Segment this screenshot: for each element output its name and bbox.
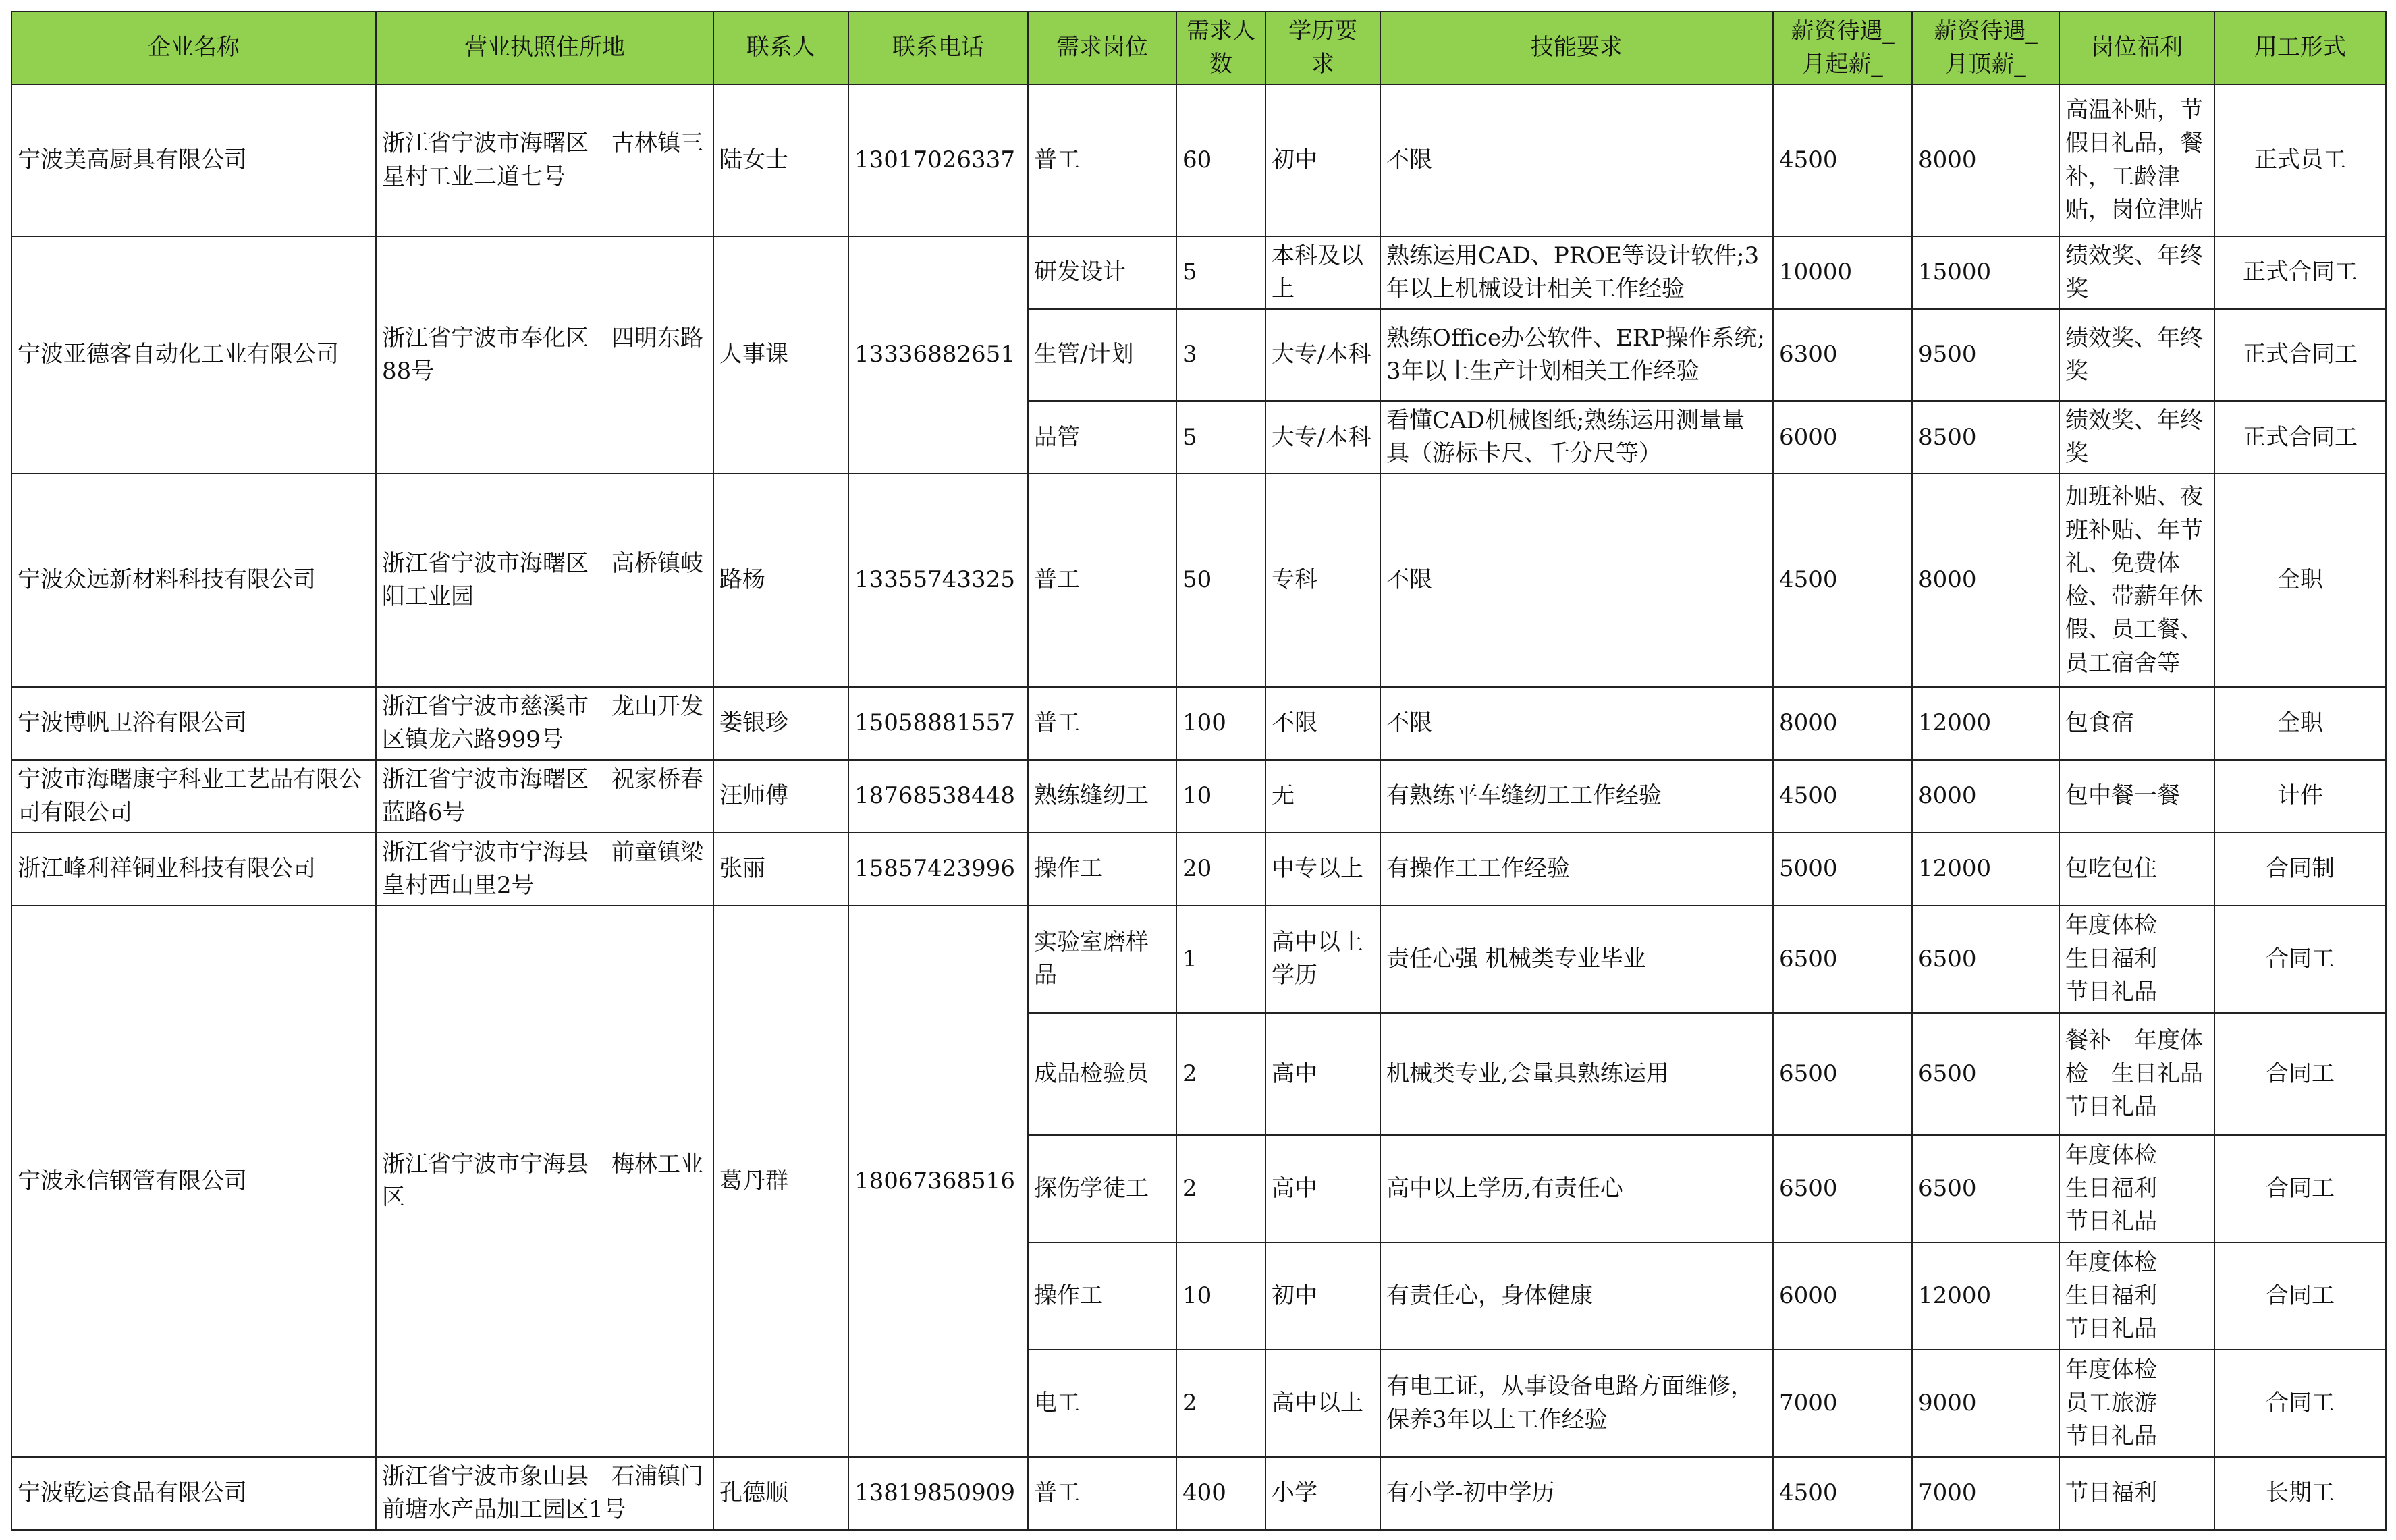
phone-cell: 18768538448 xyxy=(848,760,1028,833)
header-row xyxy=(11,11,2386,84)
salary-min-cell: 7000 xyxy=(1773,1350,1912,1457)
company-name-cell: 宁波市海曙康宇科业工艺品有限公司有限公司 xyxy=(11,760,376,833)
position-cell: 生管/计划 xyxy=(1028,309,1176,401)
position-cell: 电工 xyxy=(1028,1350,1176,1457)
salary-min-cell: 6500 xyxy=(1773,1135,1912,1242)
employment-type-cell: 计件 xyxy=(2214,760,2386,833)
education-cell: 初中 xyxy=(1265,84,1380,236)
col-company-header: 企业名称 xyxy=(11,11,376,84)
contact-cell: 张丽 xyxy=(713,833,848,906)
employment-type-cell: 合同制 xyxy=(2214,833,2386,906)
count-cell: 400 xyxy=(1176,1457,1265,1530)
contact-cell: 人事课 xyxy=(713,236,848,474)
skills-cell: 有责任心，身体健康 xyxy=(1380,1242,1773,1350)
address-cell: 浙江省宁波市慈溪市 龙山开发区镇龙六路999号 xyxy=(376,687,713,760)
skills-cell: 不限 xyxy=(1380,84,1773,236)
position-cell: 实验室磨样品 xyxy=(1028,906,1176,1013)
address-cell: 浙江省宁波市象山县 石浦镇门前塘水产品加工园区1号 xyxy=(376,1457,713,1530)
skills-cell: 有小学-初中学历 xyxy=(1380,1457,1773,1530)
contact-cell: 陆女士 xyxy=(713,84,848,236)
table-row xyxy=(11,1457,2386,1530)
contact-cell: 汪师傅 xyxy=(713,760,848,833)
salary-min-cell: 6000 xyxy=(1773,401,1912,474)
education-cell: 专科 xyxy=(1265,474,1380,687)
benefits-cell: 绩效奖、年终奖 xyxy=(2059,401,2214,474)
position-cell: 操作工 xyxy=(1028,833,1176,906)
benefits-cell: 高温补贴，节假日礼品，餐补，工龄津贴，岗位津贴 xyxy=(2059,84,2214,236)
skills-cell: 有熟练平车缝纫工工作经验 xyxy=(1380,760,1773,833)
education-cell: 小学 xyxy=(1265,1457,1380,1530)
address-cell: 浙江省宁波市宁海县 前童镇梁皇村西山里2号 xyxy=(376,833,713,906)
salary-min-cell: 8000 xyxy=(1773,687,1912,760)
address-cell: 浙江省宁波市奉化区 四明东路88号 xyxy=(376,236,713,474)
skills-cell: 看懂CAD机械图纸;熟练运用测量量具（游标卡尺、千分尺等） xyxy=(1380,401,1773,474)
salary-max-cell: 8500 xyxy=(1912,401,2059,474)
phone-cell: 15857423996 xyxy=(848,833,1028,906)
salary-min-cell: 4500 xyxy=(1773,474,1912,687)
education-cell: 大专/本科 xyxy=(1265,309,1380,401)
count-cell: 50 xyxy=(1176,474,1265,687)
benefits-cell: 包食宿 xyxy=(2059,687,2214,760)
employment-type-cell: 全职 xyxy=(2214,474,2386,687)
position-cell: 普工 xyxy=(1028,687,1176,760)
position-cell: 普工 xyxy=(1028,474,1176,687)
salary-max-cell: 6500 xyxy=(1912,1013,2059,1136)
benefits-cell: 年度体检 生日福利 节日礼品 xyxy=(2059,1135,2214,1242)
benefits-cell: 绩效奖、年终奖 xyxy=(2059,236,2214,309)
count-cell: 10 xyxy=(1176,1242,1265,1350)
salary-max-cell: 6500 xyxy=(1912,1135,2059,1242)
contact-cell: 孔德顺 xyxy=(713,1457,848,1530)
employment-type-cell: 合同工 xyxy=(2214,1013,2386,1136)
salary-max-cell: 7000 xyxy=(1912,1457,2059,1530)
position-cell: 成品检验员 xyxy=(1028,1013,1176,1136)
col-salary-min-header: 薪资待遇_ 月起薪_ xyxy=(1773,11,1912,84)
employment-type-cell: 合同工 xyxy=(2214,906,2386,1013)
employment-type-cell: 正式合同工 xyxy=(2214,236,2386,309)
employment-type-cell: 合同工 xyxy=(2214,1135,2386,1242)
position-cell: 操作工 xyxy=(1028,1242,1176,1350)
skills-cell: 熟练运用CAD、PROE等设计软件;3年以上机械设计相关工作经验 xyxy=(1380,236,1773,309)
col-education-header: 学历要 求 xyxy=(1265,11,1380,84)
salary-max-cell: 8000 xyxy=(1912,760,2059,833)
employment-type-cell: 长期工 xyxy=(2214,1457,2386,1530)
salary-min-cell: 4500 xyxy=(1773,84,1912,236)
salary-min-cell: 10000 xyxy=(1773,236,1912,309)
benefits-cell: 节日福利 xyxy=(2059,1457,2214,1530)
company-name-cell: 宁波美高厨具有限公司 xyxy=(11,84,376,236)
count-cell: 2 xyxy=(1176,1135,1265,1242)
count-cell: 20 xyxy=(1176,833,1265,906)
count-cell: 5 xyxy=(1176,236,1265,309)
education-cell: 本科及以上 xyxy=(1265,236,1380,309)
benefits-cell: 包中餐一餐 xyxy=(2059,760,2214,833)
salary-max-cell: 12000 xyxy=(1912,1242,2059,1350)
count-cell: 100 xyxy=(1176,687,1265,760)
col-contact-header: 联系人 xyxy=(713,11,848,84)
company-name-cell: 宁波众远新材料科技有限公司 xyxy=(11,474,376,687)
employment-type-cell: 正式员工 xyxy=(2214,84,2386,236)
salary-max-cell: 6500 xyxy=(1912,906,2059,1013)
col-address-header: 营业执照住所地 xyxy=(376,11,713,84)
benefits-cell: 包吃包住 xyxy=(2059,833,2214,906)
employment-type-cell: 正式合同工 xyxy=(2214,401,2386,474)
address-cell: 浙江省宁波市宁海县 梅林工业区 xyxy=(376,906,713,1457)
contact-cell: 娄银珍 xyxy=(713,687,848,760)
table-row xyxy=(11,474,2386,687)
col-employment-header: 用工形式 xyxy=(2214,11,2386,84)
salary-min-cell: 6300 xyxy=(1773,309,1912,401)
phone-cell: 13017026337 xyxy=(848,84,1028,236)
education-cell: 高中以上学历 xyxy=(1265,906,1380,1013)
address-cell: 浙江省宁波市海曙区 高桥镇岐阳工业园 xyxy=(376,474,713,687)
salary-min-cell: 6500 xyxy=(1773,1013,1912,1136)
salary-max-cell: 15000 xyxy=(1912,236,2059,309)
skills-cell: 不限 xyxy=(1380,474,1773,687)
salary-max-cell: 12000 xyxy=(1912,833,2059,906)
skills-cell: 高中以上学历,有责任心 xyxy=(1380,1135,1773,1242)
education-cell: 不限 xyxy=(1265,687,1380,760)
address-cell: 浙江省宁波市海曙区 古林镇三星村工业二道七号 xyxy=(376,84,713,236)
count-cell: 2 xyxy=(1176,1013,1265,1136)
job-listings-table xyxy=(11,11,2387,1531)
table-row xyxy=(11,84,2386,236)
salary-max-cell: 8000 xyxy=(1912,84,2059,236)
education-cell: 中专以上 xyxy=(1265,833,1380,906)
skills-cell: 不限 xyxy=(1380,687,1773,760)
company-name-cell: 宁波永信钢管有限公司 xyxy=(11,906,376,1457)
position-cell: 品管 xyxy=(1028,401,1176,474)
phone-cell: 13336882651 xyxy=(848,236,1028,474)
benefits-cell: 餐补 年度体检 生日礼品 节日礼品 xyxy=(2059,1013,2214,1136)
salary-max-cell: 9000 xyxy=(1912,1350,2059,1457)
count-cell: 2 xyxy=(1176,1350,1265,1457)
education-cell: 高中 xyxy=(1265,1135,1380,1242)
employment-type-cell: 全职 xyxy=(2214,687,2386,760)
company-name-cell: 宁波乾运食品有限公司 xyxy=(11,1457,376,1530)
company-name-cell: 浙江峰利祥铜业科技有限公司 xyxy=(11,833,376,906)
phone-cell: 13355743325 xyxy=(848,474,1028,687)
position-cell: 普工 xyxy=(1028,1457,1176,1530)
address-cell: 浙江省宁波市海曙区 祝家桥春蓝路6号 xyxy=(376,760,713,833)
salary-min-cell: 4500 xyxy=(1773,1457,1912,1530)
col-count-header: 需求人 数 xyxy=(1176,11,1265,84)
contact-cell: 葛丹群 xyxy=(713,906,848,1457)
benefits-cell: 年度体检 员工旅游 节日礼品 xyxy=(2059,1350,2214,1457)
salary-min-cell: 5000 xyxy=(1773,833,1912,906)
salary-max-cell: 8000 xyxy=(1912,474,2059,687)
table-row xyxy=(11,687,2386,760)
salary-max-cell: 12000 xyxy=(1912,687,2059,760)
count-cell: 1 xyxy=(1176,906,1265,1013)
skills-cell: 有电工证，从事设备电路方面维修，保养3年以上工作经验 xyxy=(1380,1350,1773,1457)
position-cell: 研发设计 xyxy=(1028,236,1176,309)
table-body xyxy=(11,84,2386,1530)
phone-cell: 13819850909 xyxy=(848,1457,1028,1530)
col-benefits-header: 岗位福利 xyxy=(2059,11,2214,84)
col-phone-header: 联系电话 xyxy=(848,11,1028,84)
col-position-header: 需求岗位 xyxy=(1028,11,1176,84)
salary-max-cell: 9500 xyxy=(1912,309,2059,401)
salary-min-cell: 4500 xyxy=(1773,760,1912,833)
benefits-cell: 年度体检 生日福利 节日礼品 xyxy=(2059,1242,2214,1350)
employment-type-cell: 正式合同工 xyxy=(2214,309,2386,401)
education-cell: 高中以上 xyxy=(1265,1350,1380,1457)
skills-cell: 机械类专业,会量具熟练运用 xyxy=(1380,1013,1773,1136)
education-cell: 大专/本科 xyxy=(1265,401,1380,474)
benefits-cell: 加班补贴、夜班补贴、年节礼、免费体检、带薪年休假、员工餐、员工宿舍等 xyxy=(2059,474,2214,687)
education-cell: 初中 xyxy=(1265,1242,1380,1350)
col-salary-max-header: 薪资待遇_ 月顶薪_ xyxy=(1912,11,2059,84)
salary-min-cell: 6000 xyxy=(1773,1242,1912,1350)
table-row xyxy=(11,906,2386,1013)
skills-cell: 责任心强 机械类专业毕业 xyxy=(1380,906,1773,1013)
phone-cell: 15058881557 xyxy=(848,687,1028,760)
table-row xyxy=(11,833,2386,906)
education-cell: 高中 xyxy=(1265,1013,1380,1136)
position-cell: 普工 xyxy=(1028,84,1176,236)
education-cell: 无 xyxy=(1265,760,1380,833)
count-cell: 3 xyxy=(1176,309,1265,401)
employment-type-cell: 合同工 xyxy=(2214,1350,2386,1457)
company-name-cell: 宁波博帆卫浴有限公司 xyxy=(11,687,376,760)
contact-cell: 路杨 xyxy=(713,474,848,687)
table-row xyxy=(11,236,2386,309)
company-name-cell: 宁波亚德客自动化工业有限公司 xyxy=(11,236,376,474)
benefits-cell: 绩效奖、年终奖 xyxy=(2059,309,2214,401)
skills-cell: 熟练Office办公软件、ERP操作系统;3年以上生产计划相关工作经验 xyxy=(1380,309,1773,401)
phone-cell: 18067368516 xyxy=(848,906,1028,1457)
position-cell: 探伤学徒工 xyxy=(1028,1135,1176,1242)
salary-min-cell: 6500 xyxy=(1773,906,1912,1013)
benefits-cell: 年度体检 生日福利 节日礼品 xyxy=(2059,906,2214,1013)
count-cell: 10 xyxy=(1176,760,1265,833)
count-cell: 60 xyxy=(1176,84,1265,236)
count-cell: 5 xyxy=(1176,401,1265,474)
col-skills-header: 技能要求 xyxy=(1380,11,1773,84)
position-cell: 熟练缝纫工 xyxy=(1028,760,1176,833)
skills-cell: 有操作工工作经验 xyxy=(1380,833,1773,906)
table-row xyxy=(11,760,2386,833)
employment-type-cell: 合同工 xyxy=(2214,1242,2386,1350)
